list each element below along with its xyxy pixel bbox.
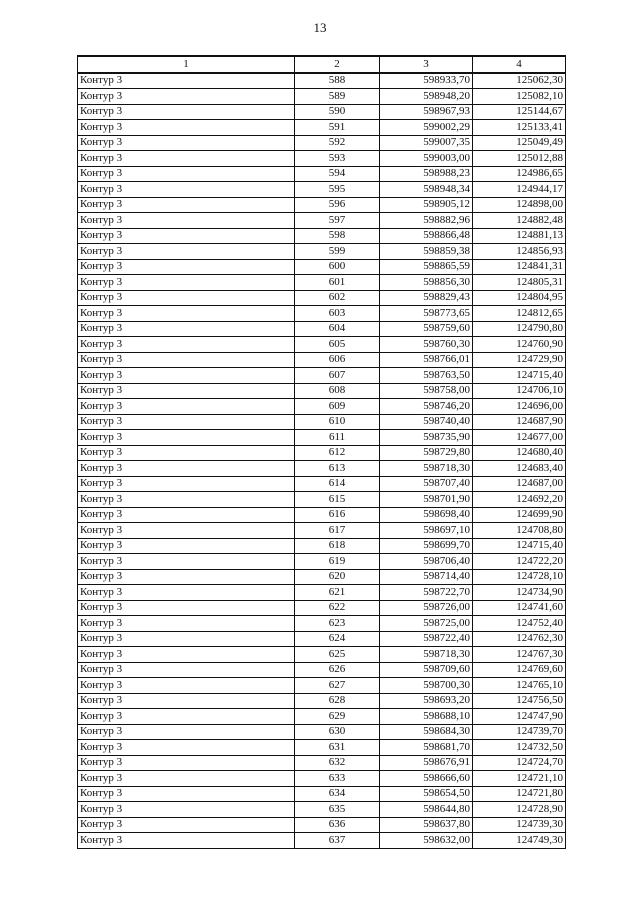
point-number-cell: 611	[295, 430, 380, 446]
contour-name-cell: Контур 3	[78, 414, 295, 430]
contour-name-cell: Контур 3	[78, 430, 295, 446]
point-number-cell: 596	[295, 197, 380, 213]
contour-name-cell: Контур 3	[78, 523, 295, 539]
point-number-cell: 590	[295, 104, 380, 120]
contour-name-cell: Контур 3	[78, 817, 295, 833]
point-number-cell: 628	[295, 693, 380, 709]
table-row	[78, 786, 566, 802]
point-number-cell: 599	[295, 244, 380, 260]
contour-name-cell: Контур 3	[78, 197, 295, 213]
contour-name-cell: Контур 3	[78, 368, 295, 384]
x-coordinate-cell: 598763,50	[380, 368, 473, 384]
contour-name-cell: Контур 3	[78, 104, 295, 120]
x-coordinate-cell: 598759,60	[380, 321, 473, 337]
table-row	[78, 476, 566, 492]
x-coordinate-cell: 598644,80	[380, 802, 473, 818]
y-coordinate-cell: 124765,10	[473, 678, 566, 694]
y-coordinate-cell: 125012,88	[473, 151, 566, 167]
x-coordinate-cell: 598729,80	[380, 445, 473, 461]
x-coordinate-cell: 598701,90	[380, 492, 473, 508]
x-coordinate-cell: 598722,70	[380, 585, 473, 601]
table-row	[78, 213, 566, 229]
table-row	[78, 120, 566, 136]
point-number-cell: 612	[295, 445, 380, 461]
point-number-cell: 634	[295, 786, 380, 802]
y-coordinate-cell: 125049,49	[473, 135, 566, 151]
y-coordinate-cell: 124728,90	[473, 802, 566, 818]
contour-name-cell: Контур 3	[78, 507, 295, 523]
table-row	[78, 554, 566, 570]
table-row	[78, 228, 566, 244]
x-coordinate-cell: 598758,00	[380, 383, 473, 399]
contour-name-cell: Контур 3	[78, 554, 295, 570]
x-coordinate-cell: 598718,30	[380, 647, 473, 663]
table-row	[78, 321, 566, 337]
contour-name-cell: Контур 3	[78, 461, 295, 477]
table-row	[78, 275, 566, 291]
table-row	[78, 166, 566, 182]
x-coordinate-cell: 598735,90	[380, 430, 473, 446]
point-number-cell: 598	[295, 228, 380, 244]
y-coordinate-cell: 124708,80	[473, 523, 566, 539]
contour-name-cell: Контур 3	[78, 476, 295, 492]
contour-name-cell: Контур 3	[78, 631, 295, 647]
contour-name-cell: Контур 3	[78, 445, 295, 461]
table-row	[78, 259, 566, 275]
contour-name-cell: Контур 3	[78, 538, 295, 554]
point-number-cell: 615	[295, 492, 380, 508]
y-coordinate-cell: 124692,20	[473, 492, 566, 508]
contour-name-cell: Контур 3	[78, 213, 295, 229]
x-coordinate-cell: 598637,80	[380, 817, 473, 833]
table-row	[78, 73, 566, 89]
x-coordinate-cell: 598866,48	[380, 228, 473, 244]
table-row	[78, 306, 566, 322]
y-coordinate-cell: 125144,67	[473, 104, 566, 120]
x-coordinate-cell: 598684,30	[380, 724, 473, 740]
y-coordinate-cell: 124734,90	[473, 585, 566, 601]
x-coordinate-cell: 598693,20	[380, 693, 473, 709]
point-number-cell: 637	[295, 833, 380, 849]
table-row	[78, 182, 566, 198]
y-coordinate-cell: 124749,30	[473, 833, 566, 849]
point-number-cell: 636	[295, 817, 380, 833]
y-coordinate-cell: 124762,30	[473, 631, 566, 647]
point-number-cell: 588	[295, 73, 380, 89]
table-row	[78, 352, 566, 368]
y-coordinate-cell: 124732,50	[473, 740, 566, 756]
table-row	[78, 771, 566, 787]
point-number-cell: 622	[295, 600, 380, 616]
column-header-2: 2	[295, 56, 380, 73]
contour-name-cell: Контур 3	[78, 786, 295, 802]
x-coordinate-cell: 598688,10	[380, 709, 473, 725]
x-coordinate-cell: 599007,35	[380, 135, 473, 151]
contour-name-cell: Контур 3	[78, 151, 295, 167]
x-coordinate-cell: 598698,40	[380, 507, 473, 523]
x-coordinate-cell: 598740,40	[380, 414, 473, 430]
x-coordinate-cell: 598699,70	[380, 538, 473, 554]
point-number-cell: 604	[295, 321, 380, 337]
point-number-cell: 606	[295, 352, 380, 368]
table-row	[78, 538, 566, 554]
x-coordinate-cell: 598697,10	[380, 523, 473, 539]
table-row	[78, 755, 566, 771]
table-row	[78, 833, 566, 849]
x-coordinate-cell: 598707,40	[380, 476, 473, 492]
point-number-cell: 601	[295, 275, 380, 291]
y-coordinate-cell: 124986,65	[473, 166, 566, 182]
contour-name-cell: Контур 3	[78, 693, 295, 709]
contour-name-cell: Контур 3	[78, 678, 295, 694]
point-number-cell: 629	[295, 709, 380, 725]
y-coordinate-cell: 124696,00	[473, 399, 566, 415]
table-row	[78, 647, 566, 663]
x-coordinate-cell: 598666,60	[380, 771, 473, 787]
y-coordinate-cell: 124699,90	[473, 507, 566, 523]
column-header-4: 4	[473, 56, 566, 73]
point-number-cell: 635	[295, 802, 380, 818]
point-number-cell: 607	[295, 368, 380, 384]
table-row	[78, 585, 566, 601]
y-coordinate-cell: 125062,30	[473, 73, 566, 89]
contour-name-cell: Контур 3	[78, 337, 295, 353]
point-number-cell: 589	[295, 89, 380, 105]
point-number-cell: 594	[295, 166, 380, 182]
point-number-cell: 614	[295, 476, 380, 492]
point-number-cell: 623	[295, 616, 380, 632]
contour-name-cell: Контур 3	[78, 724, 295, 740]
y-coordinate-cell: 124729,90	[473, 352, 566, 368]
x-coordinate-cell: 598882,96	[380, 213, 473, 229]
contour-name-cell: Контур 3	[78, 833, 295, 849]
contour-name-cell: Контур 3	[78, 647, 295, 663]
point-number-cell: 632	[295, 755, 380, 771]
coordinates-table	[77, 55, 566, 849]
table-row	[78, 430, 566, 446]
contour-name-cell: Контур 3	[78, 228, 295, 244]
x-coordinate-cell: 598714,40	[380, 569, 473, 585]
table-row	[78, 89, 566, 105]
y-coordinate-cell: 124741,60	[473, 600, 566, 616]
contour-name-cell: Контур 3	[78, 740, 295, 756]
x-coordinate-cell: 598725,00	[380, 616, 473, 632]
x-coordinate-cell: 598700,30	[380, 678, 473, 694]
x-coordinate-cell: 598905,12	[380, 197, 473, 213]
y-coordinate-cell: 124739,30	[473, 817, 566, 833]
x-coordinate-cell: 598766,01	[380, 352, 473, 368]
x-coordinate-cell: 598654,50	[380, 786, 473, 802]
table-row	[78, 399, 566, 415]
x-coordinate-cell: 598746,20	[380, 399, 473, 415]
point-number-cell: 620	[295, 569, 380, 585]
contour-name-cell: Контур 3	[78, 662, 295, 678]
point-number-cell: 595	[295, 182, 380, 198]
point-number-cell: 602	[295, 290, 380, 306]
y-coordinate-cell: 124683,40	[473, 461, 566, 477]
y-coordinate-cell: 124687,90	[473, 414, 566, 430]
table-row	[78, 104, 566, 120]
x-coordinate-cell: 598773,65	[380, 306, 473, 322]
y-coordinate-cell: 124944,17	[473, 182, 566, 198]
table-row	[78, 414, 566, 430]
table-row	[78, 492, 566, 508]
y-coordinate-cell: 124721,10	[473, 771, 566, 787]
y-coordinate-cell: 124881,13	[473, 228, 566, 244]
column-header-1: 1	[78, 56, 295, 73]
point-number-cell: 627	[295, 678, 380, 694]
x-coordinate-cell: 598865,59	[380, 259, 473, 275]
table-row	[78, 678, 566, 694]
y-coordinate-cell: 125082,10	[473, 89, 566, 105]
contour-name-cell: Контур 3	[78, 259, 295, 275]
table-row	[78, 507, 566, 523]
table-row	[78, 693, 566, 709]
contour-name-cell: Контур 3	[78, 182, 295, 198]
contour-name-cell: Контур 3	[78, 399, 295, 415]
contour-name-cell: Контур 3	[78, 709, 295, 725]
y-coordinate-cell: 124715,40	[473, 368, 566, 384]
contour-name-cell: Контур 3	[78, 600, 295, 616]
table-row	[78, 197, 566, 213]
contour-name-cell: Контур 3	[78, 569, 295, 585]
y-coordinate-cell: 124752,40	[473, 616, 566, 632]
x-coordinate-cell: 598726,00	[380, 600, 473, 616]
y-coordinate-cell: 124706,10	[473, 383, 566, 399]
page-number: 13	[313, 20, 327, 35]
point-number-cell: 621	[295, 585, 380, 601]
x-coordinate-cell: 598829,43	[380, 290, 473, 306]
point-number-cell: 592	[295, 135, 380, 151]
table-row	[78, 817, 566, 833]
contour-name-cell: Контур 3	[78, 306, 295, 322]
contour-name-cell: Контур 3	[78, 135, 295, 151]
point-number-cell: 626	[295, 662, 380, 678]
table-header-row	[78, 56, 566, 73]
point-number-cell: 591	[295, 120, 380, 136]
point-number-cell: 613	[295, 461, 380, 477]
point-number-cell: 610	[295, 414, 380, 430]
x-coordinate-cell: 599002,29	[380, 120, 473, 136]
contour-name-cell: Контур 3	[78, 120, 295, 136]
table-row	[78, 631, 566, 647]
y-coordinate-cell: 124769,60	[473, 662, 566, 678]
contour-name-cell: Контур 3	[78, 352, 295, 368]
y-coordinate-cell: 125133,41	[473, 120, 566, 136]
table-row	[78, 290, 566, 306]
point-number-cell: 619	[295, 554, 380, 570]
x-coordinate-cell: 598676,91	[380, 755, 473, 771]
point-number-cell: 631	[295, 740, 380, 756]
contour-name-cell: Контур 3	[78, 73, 295, 89]
point-number-cell: 624	[295, 631, 380, 647]
x-coordinate-cell: 599003,00	[380, 151, 473, 167]
table-row	[78, 740, 566, 756]
contour-name-cell: Контур 3	[78, 492, 295, 508]
y-coordinate-cell: 124856,93	[473, 244, 566, 260]
x-coordinate-cell: 598706,40	[380, 554, 473, 570]
table-row	[78, 337, 566, 353]
table-row	[78, 600, 566, 616]
x-coordinate-cell: 598709,60	[380, 662, 473, 678]
x-coordinate-cell: 598859,38	[380, 244, 473, 260]
y-coordinate-cell: 124812,65	[473, 306, 566, 322]
contour-name-cell: Контур 3	[78, 383, 295, 399]
x-coordinate-cell: 598948,20	[380, 89, 473, 105]
x-coordinate-cell: 598760,30	[380, 337, 473, 353]
point-number-cell: 617	[295, 523, 380, 539]
table-row	[78, 151, 566, 167]
point-number-cell: 608	[295, 383, 380, 399]
y-coordinate-cell: 124747,90	[473, 709, 566, 725]
point-number-cell: 600	[295, 259, 380, 275]
y-coordinate-cell: 124790,80	[473, 321, 566, 337]
contour-name-cell: Контур 3	[78, 244, 295, 260]
x-coordinate-cell: 598967,93	[380, 104, 473, 120]
point-number-cell: 609	[295, 399, 380, 415]
point-number-cell: 605	[295, 337, 380, 353]
contour-name-cell: Контур 3	[78, 585, 295, 601]
x-coordinate-cell: 598933,70	[380, 73, 473, 89]
x-coordinate-cell: 598718,30	[380, 461, 473, 477]
table-row	[78, 724, 566, 740]
y-coordinate-cell: 124898,00	[473, 197, 566, 213]
y-coordinate-cell: 124728,10	[473, 569, 566, 585]
table-body	[78, 73, 566, 849]
y-coordinate-cell: 124677,00	[473, 430, 566, 446]
table-row	[78, 569, 566, 585]
x-coordinate-cell: 598948,34	[380, 182, 473, 198]
contour-name-cell: Контур 3	[78, 321, 295, 337]
contour-name-cell: Контур 3	[78, 166, 295, 182]
contour-name-cell: Контур 3	[78, 755, 295, 771]
y-coordinate-cell: 124756,50	[473, 693, 566, 709]
x-coordinate-cell: 598856,30	[380, 275, 473, 291]
table-row	[78, 135, 566, 151]
column-header-3: 3	[380, 56, 473, 73]
y-coordinate-cell: 124724,70	[473, 755, 566, 771]
y-coordinate-cell: 124760,90	[473, 337, 566, 353]
table-row	[78, 662, 566, 678]
point-number-cell: 618	[295, 538, 380, 554]
point-number-cell: 616	[295, 507, 380, 523]
contour-name-cell: Контур 3	[78, 771, 295, 787]
table-row	[78, 244, 566, 260]
table-row	[78, 802, 566, 818]
y-coordinate-cell: 124739,70	[473, 724, 566, 740]
y-coordinate-cell: 124841,31	[473, 259, 566, 275]
x-coordinate-cell: 598632,00	[380, 833, 473, 849]
y-coordinate-cell: 124680,40	[473, 445, 566, 461]
point-number-cell: 597	[295, 213, 380, 229]
y-coordinate-cell: 124805,31	[473, 275, 566, 291]
contour-name-cell: Контур 3	[78, 616, 295, 632]
point-number-cell: 633	[295, 771, 380, 787]
table-row	[78, 709, 566, 725]
y-coordinate-cell: 124722,20	[473, 554, 566, 570]
point-number-cell: 603	[295, 306, 380, 322]
y-coordinate-cell: 124804,95	[473, 290, 566, 306]
y-coordinate-cell: 124882,48	[473, 213, 566, 229]
point-number-cell: 630	[295, 724, 380, 740]
y-coordinate-cell: 124715,40	[473, 538, 566, 554]
table-row	[78, 368, 566, 384]
contour-name-cell: Контур 3	[78, 275, 295, 291]
contour-name-cell: Контур 3	[78, 89, 295, 105]
y-coordinate-cell: 124767,30	[473, 647, 566, 663]
point-number-cell: 593	[295, 151, 380, 167]
y-coordinate-cell: 124721,80	[473, 786, 566, 802]
table-row	[78, 523, 566, 539]
x-coordinate-cell: 598681,70	[380, 740, 473, 756]
table-row	[78, 616, 566, 632]
x-coordinate-cell: 598722,40	[380, 631, 473, 647]
point-number-cell: 625	[295, 647, 380, 663]
contour-name-cell: Контур 3	[78, 802, 295, 818]
y-coordinate-cell: 124687,00	[473, 476, 566, 492]
x-coordinate-cell: 598988,23	[380, 166, 473, 182]
table-row	[78, 445, 566, 461]
contour-name-cell: Контур 3	[78, 290, 295, 306]
table-row	[78, 383, 566, 399]
table-row	[78, 461, 566, 477]
